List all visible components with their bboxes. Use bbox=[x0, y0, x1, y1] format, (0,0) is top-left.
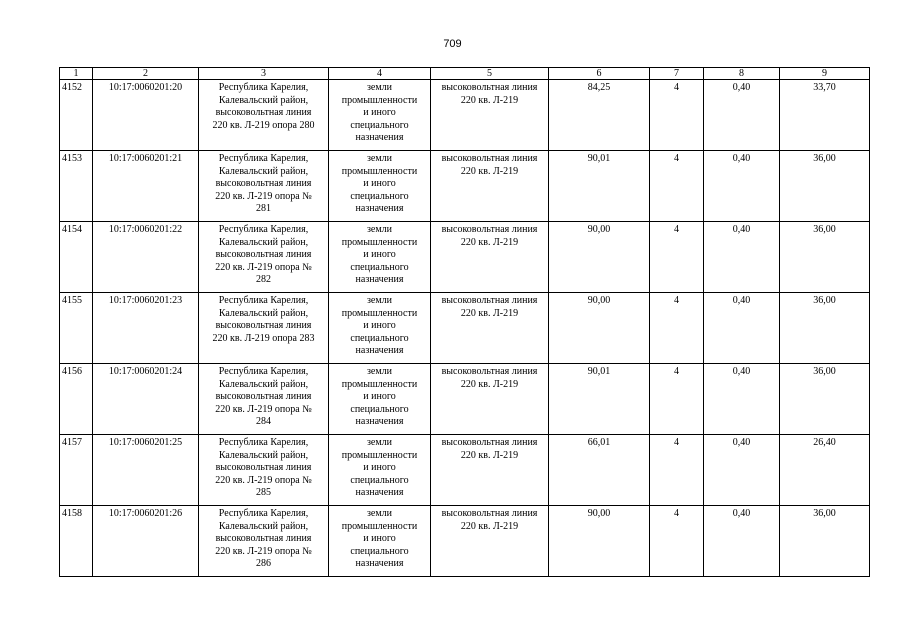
land-registry-table bbox=[59, 67, 870, 577]
column-8-cell: 0,40 bbox=[704, 222, 780, 293]
column-header: 7 bbox=[650, 68, 704, 80]
area-cell: 90,00 bbox=[549, 222, 650, 293]
land-category-cell: земли промышленности и иного специального назначения bbox=[329, 506, 431, 577]
land-category-cell: земли промышленности и иного специального назначения bbox=[329, 151, 431, 222]
column-9-cell: 26,40 bbox=[780, 435, 870, 506]
permitted-use-cell: высоковольтная линия 220 кв. Л-219 bbox=[431, 80, 549, 151]
column-8-cell: 0,40 bbox=[704, 364, 780, 435]
land-category-cell: земли промышленности и иного специального назначения bbox=[329, 435, 431, 506]
cadastral-number-cell: 10:17:0060201:23 bbox=[93, 293, 199, 364]
area-cell: 84,25 bbox=[549, 80, 650, 151]
row-id-cell: 4158 bbox=[60, 506, 93, 577]
column-9-cell: 36,00 bbox=[780, 293, 870, 364]
table-header-row bbox=[60, 68, 870, 80]
column-7-cell: 4 bbox=[650, 506, 704, 577]
location-cell: Республика Карелия, Калевальский район, высоковольтная линия 220 кв. Л-219 опора 280 bbox=[199, 80, 329, 151]
column-7-cell: 4 bbox=[650, 80, 704, 151]
location-cell: Республика Карелия, Калевальский район, высоковольтная линия 220 кв. Л-219 опора № 281 bbox=[199, 151, 329, 222]
column-8-cell: 0,40 bbox=[704, 293, 780, 364]
cadastral-number-cell: 10:17:0060201:21 bbox=[93, 151, 199, 222]
land-category-cell: земли промышленности и иного специального назначения bbox=[329, 364, 431, 435]
column-header: 3 bbox=[199, 68, 329, 80]
column-7-cell: 4 bbox=[650, 151, 704, 222]
column-7-cell: 4 bbox=[650, 222, 704, 293]
column-7-cell: 4 bbox=[650, 364, 704, 435]
page-number: 709 bbox=[443, 38, 462, 50]
area-cell: 90,00 bbox=[549, 293, 650, 364]
column-9-cell: 36,00 bbox=[780, 151, 870, 222]
table-row bbox=[60, 506, 870, 577]
land-category-cell: земли промышленности и иного специального назначения bbox=[329, 222, 431, 293]
column-8-cell: 0,40 bbox=[704, 506, 780, 577]
table-row bbox=[60, 435, 870, 506]
table-row bbox=[60, 151, 870, 222]
permitted-use-cell: высоковольтная линия 220 кв. Л-219 bbox=[431, 222, 549, 293]
column-9-cell: 33,70 bbox=[780, 80, 870, 151]
column-8-cell: 0,40 bbox=[704, 151, 780, 222]
table-row bbox=[60, 364, 870, 435]
location-cell: Республика Карелия, Калевальский район, высоковольтная линия 220 кв. Л-219 опора № 284 bbox=[199, 364, 329, 435]
column-header: 9 bbox=[780, 68, 870, 80]
location-cell: Республика Карелия, Калевальский район, высоковольтная линия 220 кв. Л-219 опора 283 bbox=[199, 293, 329, 364]
location-cell: Республика Карелия, Калевальский район, высоковольтная линия 220 кв. Л-219 опора № 286 bbox=[199, 506, 329, 577]
cadastral-number-cell: 10:17:0060201:24 bbox=[93, 364, 199, 435]
column-header: 8 bbox=[704, 68, 780, 80]
column-9-cell: 36,00 bbox=[780, 222, 870, 293]
row-id-cell: 4154 bbox=[60, 222, 93, 293]
row-id-cell: 4156 bbox=[60, 364, 93, 435]
column-header: 4 bbox=[329, 68, 431, 80]
column-8-cell: 0,40 bbox=[704, 80, 780, 151]
permitted-use-cell: высоковольтная линия 220 кв. Л-219 bbox=[431, 293, 549, 364]
column-header: 2 bbox=[93, 68, 199, 80]
column-header: 5 bbox=[431, 68, 549, 80]
cadastral-number-cell: 10:17:0060201:20 bbox=[93, 80, 199, 151]
column-7-cell: 4 bbox=[650, 293, 704, 364]
location-cell: Республика Карелия, Калевальский район, высоковольтная линия 220 кв. Л-219 опора № 285 bbox=[199, 435, 329, 506]
permitted-use-cell: высоковольтная линия 220 кв. Л-219 bbox=[431, 151, 549, 222]
column-8-cell: 0,40 bbox=[704, 435, 780, 506]
permitted-use-cell: высоковольтная линия 220 кв. Л-219 bbox=[431, 435, 549, 506]
area-cell: 90,01 bbox=[549, 151, 650, 222]
cadastral-number-cell: 10:17:0060201:26 bbox=[93, 506, 199, 577]
table-row bbox=[60, 293, 870, 364]
location-cell: Республика Карелия, Калевальский район, высоковольтная линия 220 кв. Л-219 опора № 282 bbox=[199, 222, 329, 293]
row-id-cell: 4153 bbox=[60, 151, 93, 222]
table-row bbox=[60, 80, 870, 151]
column-7-cell: 4 bbox=[650, 435, 704, 506]
permitted-use-cell: высоковольтная линия 220 кв. Л-219 bbox=[431, 506, 549, 577]
row-id-cell: 4155 bbox=[60, 293, 93, 364]
area-cell: 90,00 bbox=[549, 506, 650, 577]
land-category-cell: земли промышленности и иного специального назначения bbox=[329, 293, 431, 364]
column-header: 6 bbox=[549, 68, 650, 80]
permitted-use-cell: высоковольтная линия 220 кв. Л-219 bbox=[431, 364, 549, 435]
table-row bbox=[60, 222, 870, 293]
row-id-cell: 4152 bbox=[60, 80, 93, 151]
land-category-cell: земли промышленности и иного специального назначения bbox=[329, 80, 431, 151]
area-cell: 90,01 bbox=[549, 364, 650, 435]
cadastral-number-cell: 10:17:0060201:22 bbox=[93, 222, 199, 293]
area-cell: 66,01 bbox=[549, 435, 650, 506]
row-id-cell: 4157 bbox=[60, 435, 93, 506]
cadastral-number-cell: 10:17:0060201:25 bbox=[93, 435, 199, 506]
column-9-cell: 36,00 bbox=[780, 364, 870, 435]
column-header: 1 bbox=[60, 68, 93, 80]
column-9-cell: 36,00 bbox=[780, 506, 870, 577]
